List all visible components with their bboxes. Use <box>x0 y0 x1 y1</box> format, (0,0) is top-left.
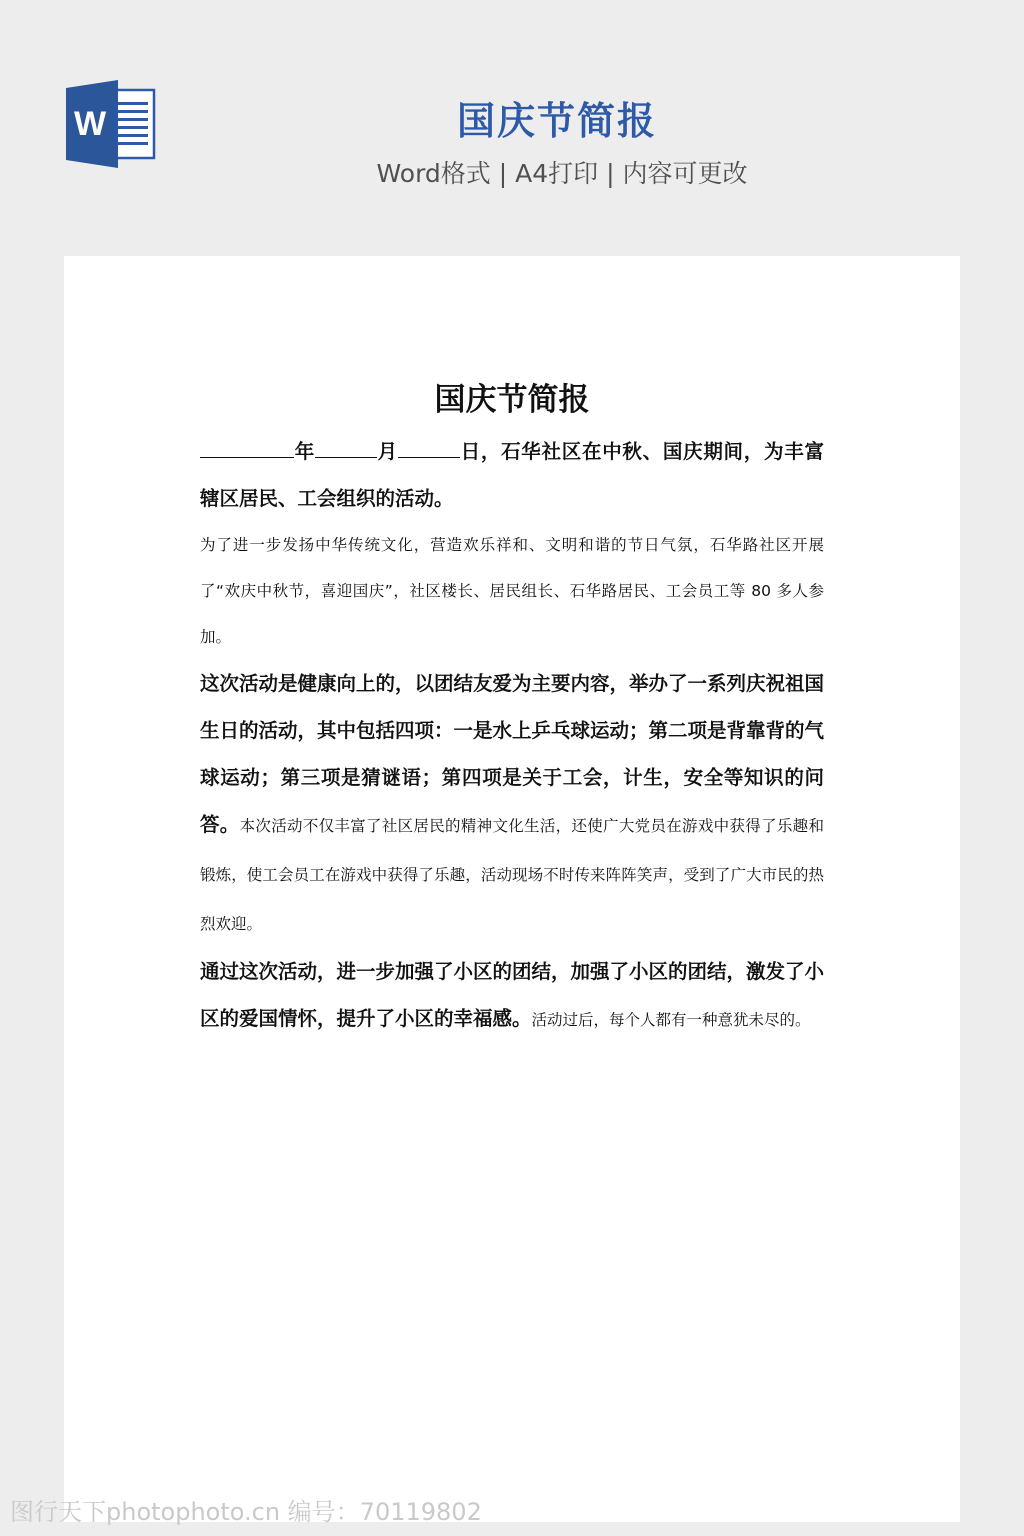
month-blank <box>315 439 377 458</box>
svg-text:W: W <box>73 105 107 143</box>
paragraph-2-normal: 本次活动不仅丰富了社区居民的精神文化生活，还使广大党员在游戏中获得了乐趣和锻炼，使工会员工在游戏中获得了乐趣，活动现场不时传来阵阵笑声，受到了广大市民的热烈欢迎。 <box>200 817 824 933</box>
watermark-text: 图行天下photophoto.cn 编号：70119802 <box>10 1498 482 1526</box>
intro-paragraph <box>200 428 824 522</box>
day-label: 日 <box>459 440 481 463</box>
paragraph-3 <box>200 948 824 1044</box>
header-banner <box>0 0 1024 256</box>
month-label: 月 <box>376 440 398 463</box>
paragraph-2 <box>200 660 824 948</box>
day-blank <box>398 439 460 458</box>
paragraph-2-bold: 这次活动是健康向上的，以团结友爱为主要内容，举办了一系列庆祝祖国生日的活动，其中包括四项：一是水上乒乓球运动；第二项是背靠背的气球运动；第三项是猜谜语；第四项是关于工会，计生，安全等知识的问答。 <box>200 672 825 836</box>
paragraph-1: 为了进一步发扬中华传统文化，营造欢乐祥和、文明和谐的节日气氛，石华路社区开展了“欢庆中秋节，喜迎国庆”，社区楼长、居民组长、石华路居民、工会员工等 80 多人参加。 <box>200 536 824 646</box>
intro-text: ，石华社区在中秋、国庆期间，为丰富辖区居民、工会组织的活动。 <box>200 440 824 510</box>
document-page <box>64 256 960 1522</box>
header-title: 国庆节简报 <box>456 99 657 143</box>
document-body <box>200 376 824 1044</box>
header-subtitle: Word格式 | A4打印 | 内容可更改 <box>376 159 748 188</box>
paragraph-3-bold: 通过这次活动，进一步加强了小区的团结，加强了小区的团结，激发了小区的爱国情怀，提升了小区的幸福感。 <box>200 960 825 1030</box>
paragraph-3-normal: 活动过后，每个人都有一种意犹未尽的。 <box>531 1011 811 1029</box>
year-label: 年 <box>294 440 315 463</box>
year-blank <box>200 439 294 458</box>
document-title: 国庆节简报 <box>434 382 590 418</box>
